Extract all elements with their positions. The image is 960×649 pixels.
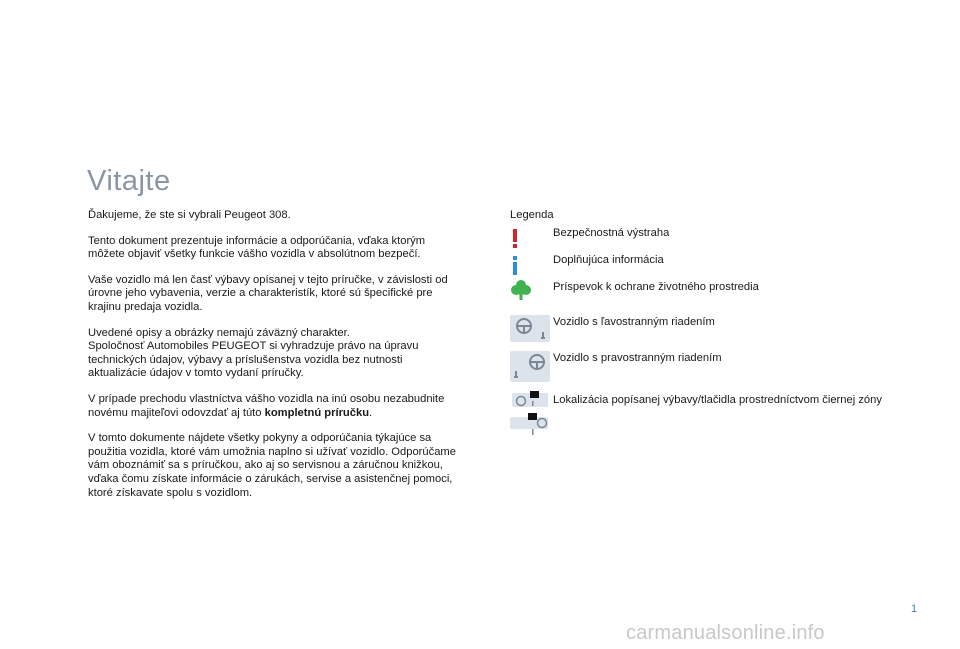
text-line: V tomto dokumente nájdete všetky pokyny a odporúčania týkajúce sa	[88, 432, 432, 445]
text-line: V prípade prechodu vlastníctva vášho vozidla na inú osobu nezabudnite	[88, 392, 445, 405]
legend-label: Bezpečnostná výstraha	[553, 227, 670, 239]
text-line: Tento dokument prezentuje informácie a odporúčania, vďaka ktorým	[88, 234, 426, 247]
info-icon	[510, 256, 520, 276]
text-line	[88, 407, 488, 421]
intro-paragraph-4	[88, 327, 488, 381]
intro-paragraph-1: Ďakujeme, že ste si vybrali Peugeot 308.	[88, 209, 291, 221]
text-line: krajinu predaja vozidla.	[88, 300, 203, 313]
text-segment: novému majiteľovi odovzdať aj túto	[88, 406, 265, 419]
legend-heading: Legenda	[510, 209, 554, 221]
text-line: aktualizácie údajov v tomto vydaní príručky.	[88, 367, 304, 380]
text-line: použitia vozidla, ktoré vám umožnia naplno si užívať vozidlo. Odporúčame	[88, 445, 456, 458]
page-title: Vitajte	[87, 165, 171, 197]
text-line: Uvedené opisy a obrázky nemajú záväzný charakter.	[88, 326, 350, 339]
text-line: ktoré získavate spolu s vozidlom.	[88, 486, 253, 499]
text-line: technických údajov, výbavy a príslušenstva vozidla bez nutnosti	[88, 353, 403, 366]
intro-column	[88, 209, 488, 512]
intro-paragraph-3	[88, 274, 488, 315]
black-zone-location-icon	[510, 391, 550, 437]
text-line: vďaka čomu získate informácie o zárukách, servise a asistenčnej pomoci,	[88, 472, 453, 485]
text-line: vám oboznámiť sa s príručkou, ako aj so servisnou a záručnou knižkou,	[88, 459, 443, 472]
left-hand-drive-icon	[510, 315, 550, 342]
tree-icon	[510, 279, 532, 301]
text-line: môžete objaviť všetky funkcie vášho vozidla v absolútnom bezpečí.	[88, 248, 421, 261]
intro-paragraph-5	[88, 393, 488, 420]
legend-label: Vozidlo s ľavostranným riadením	[553, 316, 715, 328]
legend-label: Lokalizácia popísanej výbavy/tlačidla prostredníctvom čiernej zóny	[553, 394, 882, 406]
legend-label: Vozidlo s pravostranným riadením	[553, 352, 722, 364]
legend-label: Doplňujúca informácia	[553, 254, 664, 266]
watermark: carmanualsonline.info	[626, 622, 825, 644]
legend-label: Príspevok k ochrane životného prostredia	[553, 281, 759, 293]
intro-paragraph-6	[88, 432, 488, 500]
complete-manual-emphasis: kompletnú príručku	[264, 406, 370, 419]
text-line: úrovne jeho vybavenia, verzie a charakteristík, ktoré sú špecifické pre	[88, 287, 433, 300]
intro-paragraph-2	[88, 235, 488, 262]
right-hand-drive-icon	[510, 351, 550, 382]
page-number: 1	[911, 603, 918, 615]
warning-icon	[510, 229, 520, 249]
text-line: Spoločnosť Automobiles PEUGEOT si vyhradzuje právo na úpravu	[88, 340, 419, 353]
text-line: Vaše vozidlo má len časť výbavy opísanej v tejto príručke, v závislosti od	[88, 273, 448, 286]
text-segment: .	[369, 406, 373, 419]
